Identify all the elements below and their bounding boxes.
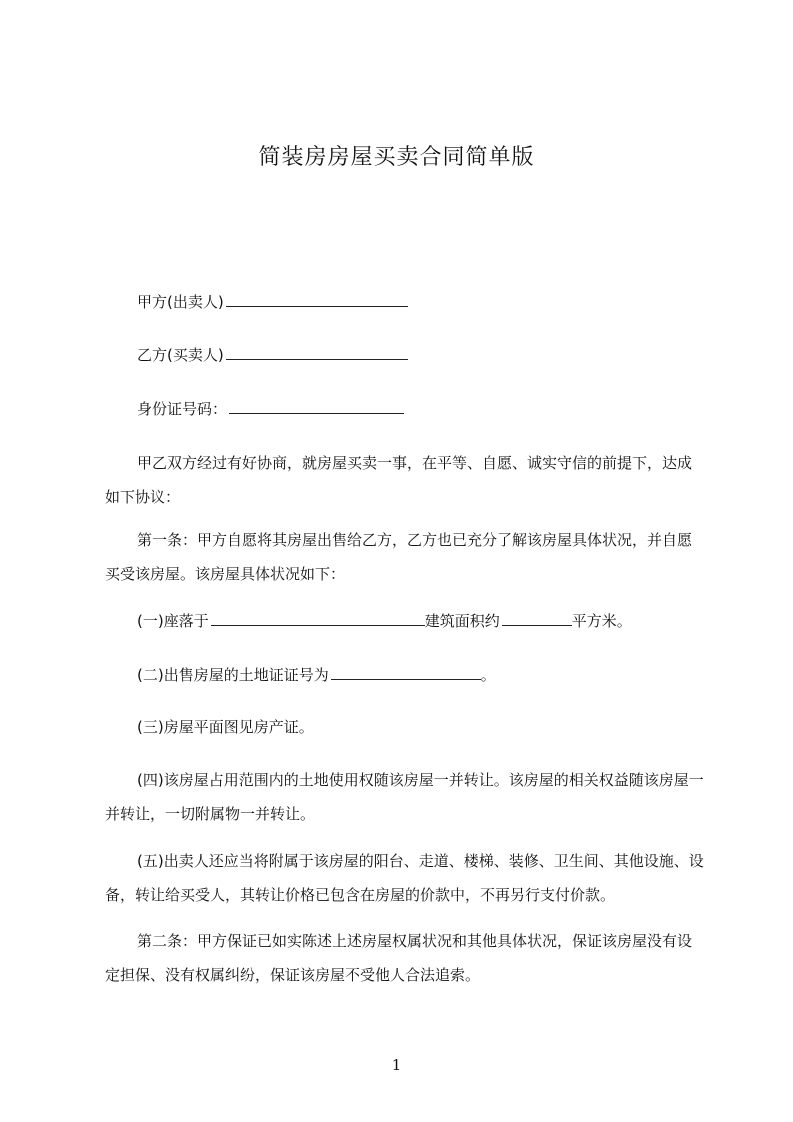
- article-1-paragraph: 第一条：甲方自愿将其房屋出售给乙方，乙方也已充分了解该房屋具体状况，并自愿买受该房屋。该房屋具体状况如下：: [105, 531, 693, 583]
- item-1-line: [137, 610, 632, 631]
- party-a-blank: [226, 291, 408, 307]
- page-number: 1: [391, 1056, 402, 1074]
- id-number-line: [137, 398, 404, 419]
- item-2-prefix: (二)出售房屋的土地证证号为: [137, 666, 329, 684]
- item-1-area-blank: [502, 610, 572, 626]
- item-4-paragraph: (四)该房屋占用范围内的土地使用权随该房屋一并转让。该房屋的相关权益随该房屋一并转让，一切附属物一并转让。: [105, 771, 704, 823]
- item-2-line: [137, 664, 496, 685]
- party-b-line: [137, 344, 408, 365]
- item-1-prefix: (一)座落于: [137, 612, 209, 630]
- id-number-blank: [229, 398, 404, 414]
- item-1-suffix: 平方米。: [571, 612, 632, 630]
- item-5-paragraph: (五)出卖人还应当将附属于该房屋的阳台、走道、楼梯、装修、卫生间、其他设施、设备，转让给买受人，其转让价格已包含在房屋的价款中，不再另行支付价款。: [105, 852, 704, 904]
- item-2-suffix: 。: [480, 666, 496, 684]
- party-b-blank: [226, 344, 408, 360]
- item-1-location-blank: [211, 610, 425, 626]
- party-a-line: [137, 291, 408, 312]
- document-title: 简装房房屋买卖合同简单版: [258, 145, 535, 170]
- id-number-label: 身份证号码：: [137, 400, 228, 418]
- party-b-label: 乙方(买卖人): [137, 346, 224, 364]
- item-2-blank: [331, 664, 481, 680]
- item-3-line: (三)房屋平面图见房产证。: [137, 718, 314, 736]
- item-1-middle: 建筑面积约: [424, 612, 500, 630]
- party-a-label: 甲方(出卖人): [137, 293, 224, 311]
- article-2-paragraph: 第二条：甲方保证已如实陈述上述房屋权属状况和其他具体状况，保证该房屋没有设定担保、没有权属纠纷，保证该房屋不受他人合法追索。: [105, 932, 693, 984]
- intro-paragraph: 甲乙双方经过有好协商，就房屋买卖一事，在平等、自愿、诚实守信的前提下，达成如下协议：: [105, 454, 693, 506]
